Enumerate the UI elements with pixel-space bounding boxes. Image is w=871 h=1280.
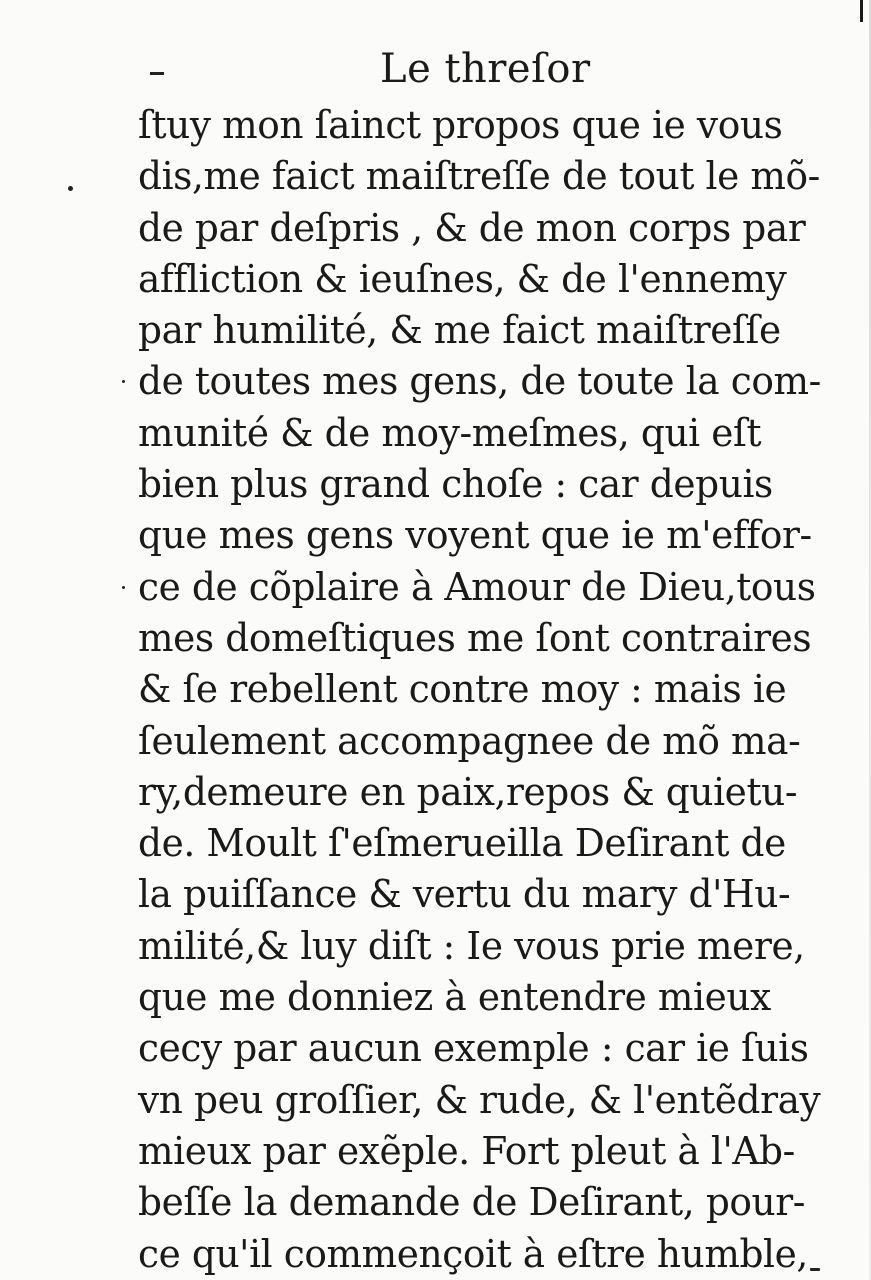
text-line: munité & de moy-meſmes, qui eſt [138, 410, 762, 455]
text-line: affliction & ieuſnes, & de l'ennemy [138, 256, 787, 301]
text-line: bien plus grand choſe : car depuis [138, 462, 773, 507]
text-line: ce de cõplaire à Amour de Dieu,tous [138, 564, 816, 609]
text-line: la puiſſance & vertu du mary d'Hu- [138, 872, 791, 917]
ink-speck [68, 186, 73, 191]
running-header [0, 46, 871, 106]
text-line: de par deſpris , & de mon corps par [138, 205, 806, 250]
page-title: Le threſor [380, 46, 591, 92]
text-line: cecy par aucun exemple : car ie ſuis [138, 1026, 809, 1071]
text-line: dis,me faict maiſtreſſe de tout le mõ- [138, 154, 820, 199]
text-line: de. Moult ſ'eſmerueilla Deſirant de [138, 821, 786, 866]
text-line: mes domeſtiques me ſont contraires [138, 615, 812, 660]
text-line: que me donniez à entendre mieux [138, 975, 771, 1020]
ink-speck [122, 380, 125, 383]
text-line: & ſe rebellent contre moy : mais ie [138, 667, 787, 712]
page-edge-mark [860, 0, 863, 22]
text-line: vn peu groſſier, & rude, & l'entẽdray [138, 1077, 821, 1122]
text-line: ry,demeure en paix,repos & quietu- [138, 769, 798, 814]
header-dash [150, 72, 164, 75]
ink-speck [122, 586, 125, 589]
text-line: ſeulement accompagnee de mõ ma- [138, 718, 801, 763]
text-line: milité,& luy diſt : Ie vous prie mere, [138, 923, 805, 968]
body-text [138, 100, 838, 1280]
text-line: que mes gens voyent que ie m'effor- [138, 513, 812, 558]
text-line: beſſe la demande de Deſirant, pour- [138, 1180, 806, 1225]
text-line: mieux par exẽple. Fort pleut à l'Ab- [138, 1128, 795, 1173]
text-line: par humilité, & me faict maiſtreſſe [138, 308, 781, 353]
text-line: de toutes mes gens, de toute la com- [138, 359, 821, 404]
text-line: ſtuy mon ſainct propos que ie vous [138, 103, 783, 147]
text-line: ce qu'il commençoit à eſtre humble, [138, 1231, 808, 1276]
